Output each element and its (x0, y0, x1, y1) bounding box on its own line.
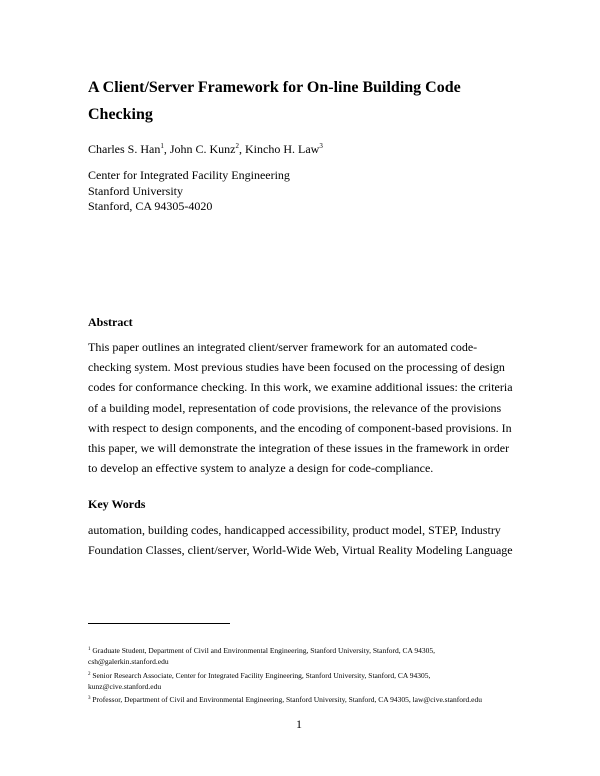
footnote-text: Professor, Department of Civil and Environmental Engineering, Stanford University, Stanford, CA 94305, law@cive.stanford.edu (92, 695, 482, 704)
footnote-divider (88, 623, 230, 624)
author-name: Charles S. Han (88, 142, 161, 156)
footnote-text: csh@galerkin.stanford.edu (88, 657, 169, 666)
affiliation-line: Stanford, CA 94305-4020 (88, 199, 213, 213)
abstract-line: codes for conformance checking. In this work, we examine additional issues: the criteria (88, 380, 513, 395)
abstract-line: to develop an effective system to analyze a design for code-compliance. (88, 461, 434, 476)
footnote-marker: 2 (88, 672, 91, 677)
keywords-line: automation, building codes, handicapped accessibility, product model, STEP, Industry (88, 523, 501, 537)
paper-title (88, 74, 528, 128)
abstract-line: of a building model, representation of code provisions, the relevance of the provisions (88, 400, 502, 415)
author-name: John C. Kunz (169, 142, 236, 156)
affiliation-line: Stanford University (88, 183, 183, 198)
footnote-text: Graduate Student, Department of Civil and Environmental Engineering, Stanford University, Stanford, CA 94305, (92, 646, 435, 655)
footnote-marker: 3 (319, 142, 323, 150)
abstract-body (88, 337, 528, 478)
footnote-text: Senior Research Associate, Center for Integrated Facility Engineering, Stanford University, Stanford, CA 94305, (92, 671, 431, 680)
footnote-marker: 2 (235, 142, 239, 150)
footnote (88, 693, 528, 705)
footnote (88, 644, 528, 667)
title-line-2: Checking (88, 106, 153, 123)
author-list: Charles S. Han$^1$, John C. Kunz$^2$, Kincho H. Law$^3$ (88, 142, 323, 156)
abstract-line: checking system. Most previous studies have been focused on the processing of design (88, 360, 505, 375)
footnote-marker: 3 (88, 696, 91, 701)
title-line-1: A Client/Server Framework for On-line Building Code (88, 79, 461, 96)
footnote-text: kunz@cive.stanford.edu (88, 682, 162, 691)
affiliation-line: Center for Integrated Facility Engineering (88, 168, 290, 182)
footnote-marker: 1 (160, 142, 164, 150)
footnote-marker: 1 (88, 647, 91, 652)
page-number: 1 (296, 717, 302, 731)
abstract-line: with respect to design components, and the encoding of component-based provisions. In (88, 420, 512, 435)
keywords-heading: Key Words (88, 497, 146, 511)
keywords-line: Foundation Classes, client/server, World-Wide Web, Virtual Reality Modeling Language (88, 543, 513, 558)
affiliation-block (88, 168, 290, 215)
abstract-line: This paper outlines an integrated client/server framework for an automated code- (88, 340, 478, 354)
abstract-heading: Abstract (88, 315, 133, 329)
abstract-line: this paper, we will demonstrate the integration of these issues in the framework in order (88, 441, 510, 456)
keywords-body (88, 520, 528, 560)
author-name: Kincho H. Law (245, 142, 320, 156)
footnote (88, 669, 528, 692)
